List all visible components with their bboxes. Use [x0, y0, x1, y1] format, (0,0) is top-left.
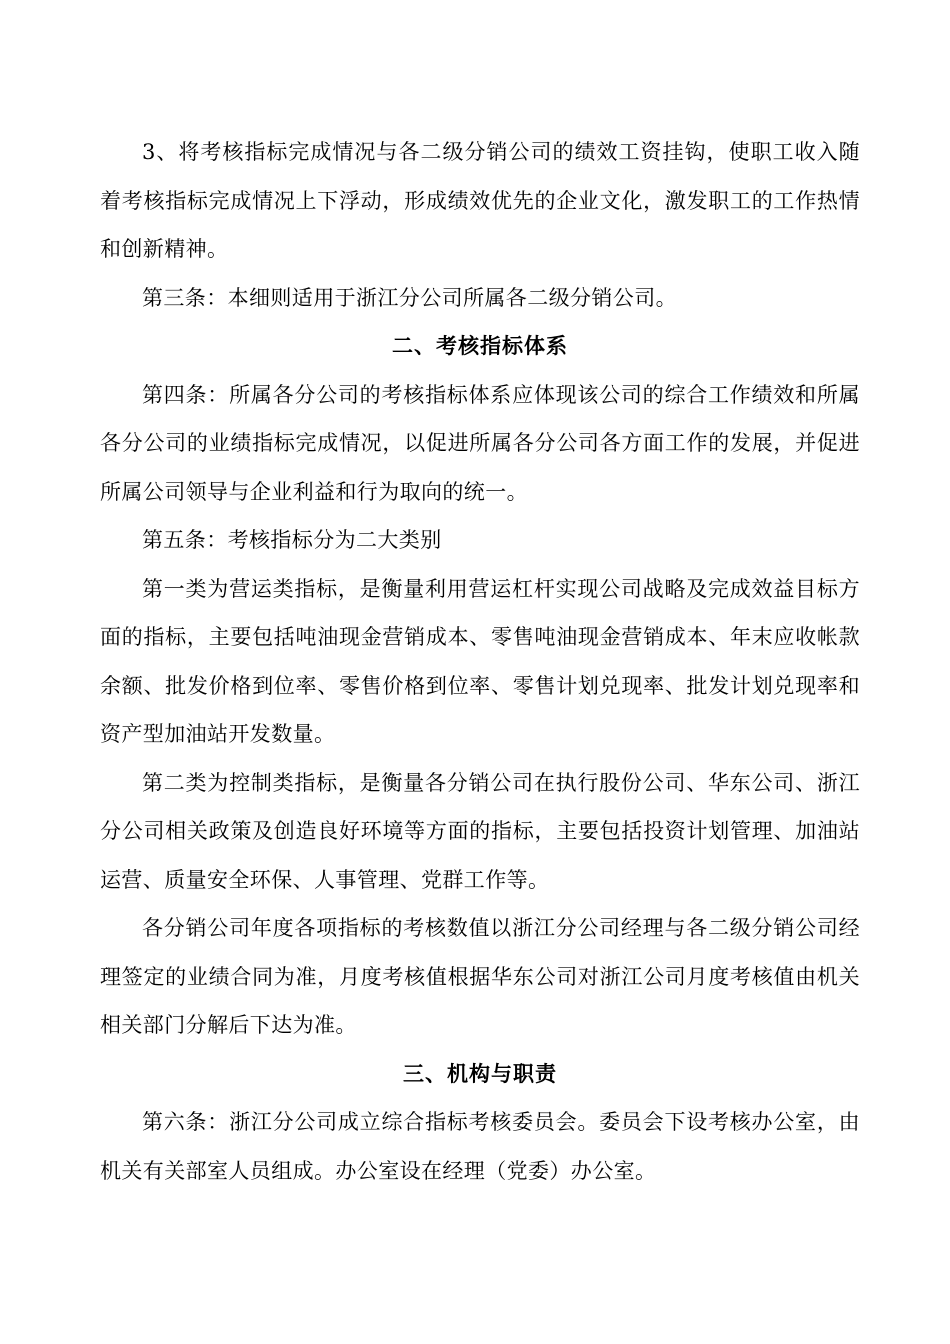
section-heading-3: 三、机构与职责 — [403, 1061, 557, 1086]
article-6: 第六条：浙江分公司成立综合指标考核委员会。委员会下设考核办公室，由机关有关部室人员组成。办公室设在经理（党委）办公室。 — [100, 1110, 860, 1183]
paragraph-item-3: 3、将考核指标完成情况与各二级分销公司的绩效工资挂钩，使职工收入随着考核指标完成情况上下浮动，形成绩效优先的企业文化，激发职工的工作热情和创新精神。 — [100, 140, 860, 261]
article-5: 第五条：考核指标分为二大类别 — [142, 528, 442, 552]
category-2-paragraph: 第二类为控制类指标，是衡量各分销公司在执行股份公司、华东公司、浙江分公司相关政策及创造良好环境等方面的指标，主要包括投资计划管理、加油站运营、质量安全环保、人事管理、党群工作等。 — [100, 770, 860, 892]
assessment-values-paragraph: 各分销公司年度各项指标的考核数值以浙江分公司经理与各二级分销公司经理签定的业绩合同为准，月度考核值根据华东公司对浙江公司月度考核值由机关相关部门分解后下达为准。 — [100, 916, 860, 1037]
article-3: 第三条：本细则适用于浙江分公司所属各二级分销公司。 — [142, 285, 677, 310]
category-1-paragraph: 第一类为营运类指标，是衡量利用营运杠杆实现公司战略及完成效益目标方面的指标，主要包括吨油现金营销成本、零售吨油现金营销成本、年末应收帐款余额、批发价格到位率、零售价格到位率、零售计划兑现率、批发计划兑现率和资产型加油站开发数量。 — [100, 576, 860, 746]
document-body — [100, 128, 860, 1195]
article-4: 第四条：所属各分公司的考核指标体系应体现该公司的综合工作绩效和所属各分公司的业绩指标完成情况，以促进所属各分公司各方面工作的发展，并促进所属公司领导与企业利益和行为取向的统一。 — [100, 382, 860, 504]
section-heading-2: 二、考核指标体系 — [392, 334, 568, 358]
